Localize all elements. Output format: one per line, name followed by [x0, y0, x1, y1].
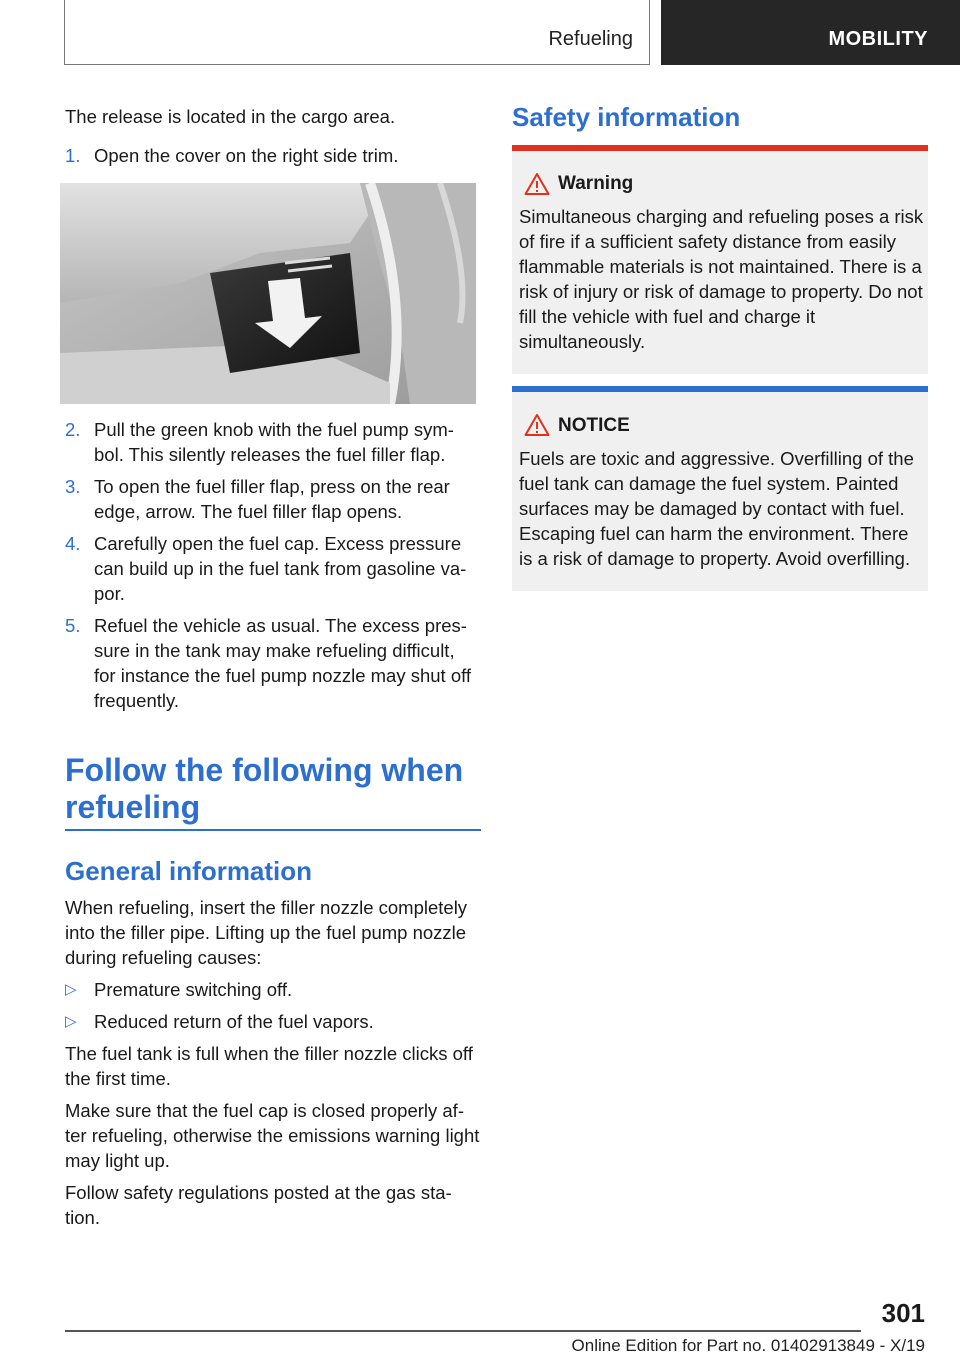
warning-text: Simultaneous charging and refueling poses a risk of fire if a sufficient safety distance from easily flammable materials is not maintained. There is a risk of injury or risk of damage to property. Do not fill the vehicle with fuel and charge it simultaneously.: [519, 206, 924, 352]
bullet-triangle-icon: ▷: [65, 981, 77, 998]
notice-box: [512, 386, 928, 591]
subheading: General information: [65, 856, 313, 886]
warning-bar: [512, 145, 928, 151]
warning-box: [512, 145, 928, 374]
footer-rule: [65, 1330, 861, 1332]
step-1: [65, 143, 481, 168]
notice-text: Fuels are toxic and aggressive. Overfilling of the fuel tank can damage the fuel system. Painted surfaces may be damaged by contact with fuel. Escaping fuel can harm the environment. There is a risk of damage to property. Avoid overfilling.: [519, 448, 914, 569]
step-3: [65, 474, 481, 524]
step-5: [65, 613, 481, 713]
step-number: 3.: [65, 476, 81, 497]
list-item: [65, 1009, 481, 1034]
paragraph: Make sure that the fuel cap is closed properly af-ter refueling, otherwise the emissions warning light may light up.: [65, 1100, 480, 1171]
step-text: Open the cover on the right side trim.: [94, 145, 399, 166]
edition-text: Online Edition for Part no. 01402913849 - X/19: [571, 1336, 925, 1355]
step-text: Refuel the vehicle as usual. The excess pres-sure in the tank may make refueling difficult, for instance the fuel pump nozzle may shut off frequently.: [94, 615, 472, 711]
bullet-triangle-icon: ▷: [65, 1013, 77, 1030]
step-number: 5.: [65, 615, 81, 636]
safety-heading: Safety information: [512, 102, 741, 132]
general-text: When refueling, insert the filler nozzle completely into the filler pipe. Lifting up the fuel pump nozzle during refueling causes:: [65, 897, 468, 968]
section-heading: Follow the following when refueling: [65, 752, 464, 825]
warning-triangle-icon: [524, 172, 550, 196]
bullet-text: Reduced return of the fuel vapors.: [94, 1011, 374, 1032]
page-number: 301: [881, 1298, 925, 1328]
notice-title: NOTICE: [558, 415, 630, 436]
step-number: 4.: [65, 533, 81, 554]
step-2: [65, 417, 481, 467]
warning-title: Warning: [558, 173, 634, 194]
list-item: [65, 977, 481, 1002]
paragraph: Follow safety regulations posted at the gas sta-tion.: [65, 1182, 452, 1228]
bullet-text: Premature switching off.: [94, 979, 293, 1000]
step-number: 2.: [65, 419, 81, 440]
chapter-tab: [661, 0, 960, 65]
intro-text: The release is located in the cargo area.: [65, 106, 396, 127]
chapter-title: MOBILITY: [828, 28, 928, 50]
step-text: Pull the green knob with the fuel pump sym-bol. This silently releases the fuel filler flap.: [94, 419, 454, 465]
step-text: To open the fuel filler flap, press on the rear edge, arrow. The fuel filler flap opens.: [94, 476, 450, 522]
step-number: 1.: [65, 145, 81, 166]
step-4: [65, 531, 481, 606]
section-title: Refueling: [548, 28, 633, 50]
cargo-area-photo: [60, 183, 476, 404]
step-text: Carefully open the fuel cap. Excess pressure can build up in the fuel tank from gasoline va-por.: [94, 533, 467, 604]
notice-bar: [512, 386, 928, 392]
heading-rule: [65, 829, 481, 831]
paragraph: The fuel tank is full when the filler nozzle clicks off the first time.: [65, 1043, 473, 1089]
header-section-box: [64, 0, 650, 65]
warning-triangle-icon: [524, 413, 550, 437]
